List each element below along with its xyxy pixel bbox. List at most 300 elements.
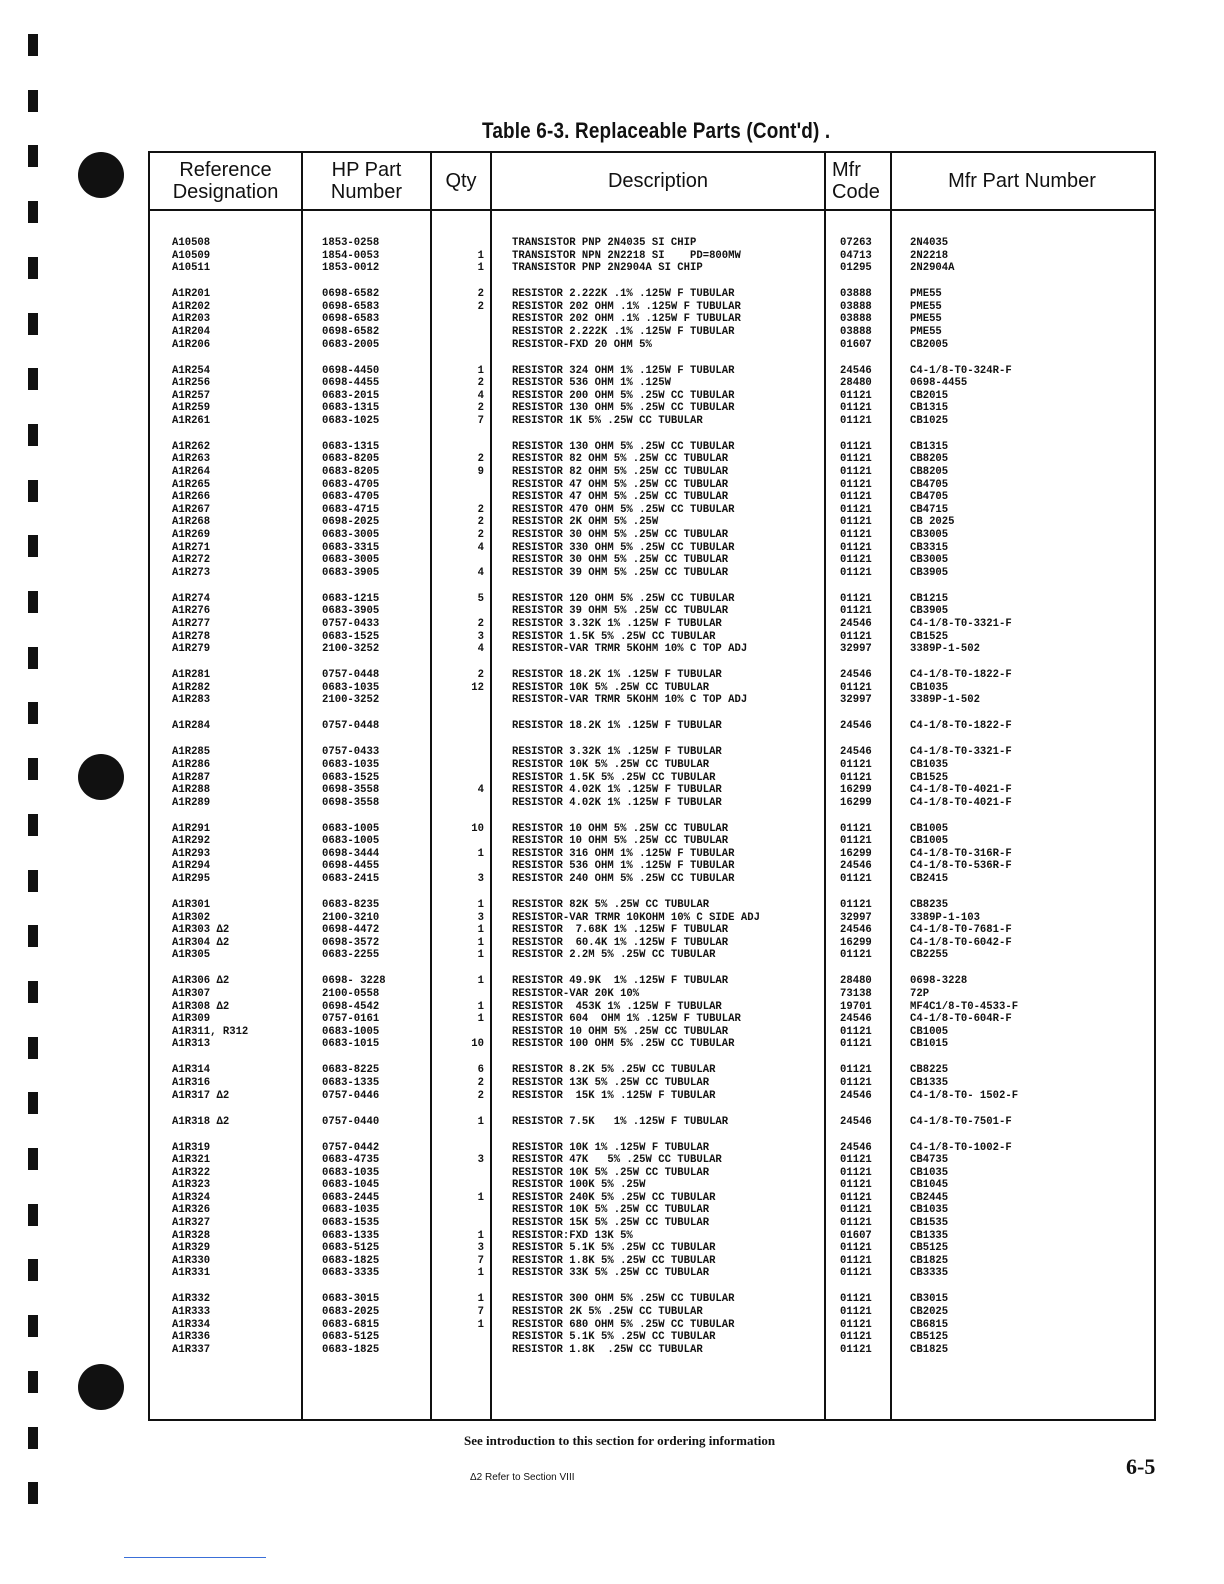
cell-hp-part: 0683-2415 <box>322 873 380 886</box>
cell-mfr-code: 01121 <box>840 605 872 618</box>
cell-mfr-code: 01121 <box>840 681 872 694</box>
table-row <box>150 1255 1154 1268</box>
cell-mfr-code: 01121 <box>840 899 872 912</box>
cell-mfr-code: 16299 <box>840 784 872 797</box>
table-row <box>150 1064 1154 1077</box>
row-group <box>150 823 1154 886</box>
cell-mfr-part: CB1005 <box>910 1025 949 1038</box>
parts-table <box>148 151 1156 1421</box>
cell-qty: 2 <box>477 1089 484 1102</box>
cell-mfr-code: 01121 <box>840 1267 872 1280</box>
cell-ref: A1R272 <box>172 554 211 567</box>
binder-mark <box>28 591 38 613</box>
cell-qty: 3 <box>477 911 484 924</box>
cell-mfr-part: CB 2025 <box>910 516 955 529</box>
cell-mfr-code: 01607 <box>840 338 872 351</box>
header-mfr-code: Mfr Code <box>832 159 880 203</box>
cell-mfr-code: 03888 <box>840 313 872 326</box>
cell-hp-part: 0683-3905 <box>322 566 380 579</box>
cell-hp-part: 0683-1335 <box>322 1076 380 1089</box>
cell-mfr-part: CB3015 <box>910 1293 949 1306</box>
cell-qty: 1 <box>477 1013 484 1026</box>
header-hp-part: HP Part Number <box>330 159 403 203</box>
cell-ref: A1R334 <box>172 1318 211 1331</box>
cell-ref: A1R324 <box>172 1191 211 1204</box>
cell-ref: A1R259 <box>172 402 211 415</box>
cell-description: RESISTOR 18.2K 1% .125W F TUBULAR <box>512 669 722 682</box>
cell-qty: 1 <box>477 1229 484 1242</box>
cell-ref: A1R332 <box>172 1293 211 1306</box>
cell-mfr-part: 3389P-1-103 <box>910 911 980 924</box>
cell-ref: A1R271 <box>172 541 211 554</box>
cell-hp-part: 0698-4542 <box>322 1000 380 1013</box>
cell-description: RESISTOR 300 OHM 5% .25W CC TUBULAR <box>512 1293 735 1306</box>
table-row <box>150 797 1154 810</box>
header-description: Description <box>607 170 709 192</box>
cell-mfr-code: 01121 <box>840 1076 872 1089</box>
cell-mfr-code: 01121 <box>840 503 872 516</box>
cell-description: RESISTOR 15K 1% .125W F TUBULAR <box>512 1089 716 1102</box>
cell-qty: 1 <box>477 1000 484 1013</box>
cell-qty: 2 <box>477 1076 484 1089</box>
table-row <box>150 313 1154 326</box>
cell-hp-part: 0698- 3228 <box>322 975 386 988</box>
binder-mark <box>28 1204 38 1226</box>
cell-description: RESISTOR 680 OHM 5% .25W CC TUBULAR <box>512 1318 735 1331</box>
cell-mfr-part: CB3905 <box>910 605 949 618</box>
cell-ref: A1R295 <box>172 873 211 886</box>
cell-mfr-part: 2N2218 <box>910 249 949 262</box>
row-group <box>150 1116 1154 1129</box>
cell-mfr-part: CB1015 <box>910 1038 949 1051</box>
cell-ref: A1R288 <box>172 784 211 797</box>
cell-qty: 3 <box>477 1242 484 1255</box>
table-row <box>150 899 1154 912</box>
cell-ref: A10508 <box>172 237 211 249</box>
cell-hp-part: 0683-1015 <box>322 1038 380 1051</box>
table-row <box>150 402 1154 415</box>
cell-description: RESISTOR 10 OHM 5% .25W CC TUBULAR <box>512 835 729 848</box>
cell-hp-part: 0683-1035 <box>322 758 380 771</box>
cell-ref: A1R279 <box>172 643 211 656</box>
punch-hole <box>78 152 124 198</box>
cell-mfr-code: 28480 <box>840 975 872 988</box>
row-group <box>150 1064 1154 1102</box>
table-row <box>150 504 1154 517</box>
table-row <box>150 643 1154 656</box>
table-row <box>150 301 1154 314</box>
cell-mfr-code: 01121 <box>840 1242 872 1255</box>
cell-mfr-part: CB1335 <box>910 1076 949 1089</box>
cell-hp-part: 2100-3252 <box>322 643 380 656</box>
cell-description: RESISTOR 4.02K 1% .125W F TUBULAR <box>512 784 722 797</box>
cell-ref: A1R291 <box>172 822 211 835</box>
cell-ref: A1R265 <box>172 478 211 491</box>
cell-mfr-part: CB1035 <box>910 681 949 694</box>
cell-mfr-code: 01121 <box>840 389 872 402</box>
cell-description: RESISTOR 10K 5% .25W CC TUBULAR <box>512 1204 710 1217</box>
cell-qty: 3 <box>477 873 484 886</box>
cell-ref: A10509 <box>172 249 211 262</box>
page-number: 6-5 <box>1126 1454 1156 1479</box>
cell-description: RESISTOR 2K 5% .25W CC TUBULAR <box>512 1306 703 1319</box>
cell-ref: A1R308 Δ2 <box>172 1000 230 1013</box>
cell-ref: A1R267 <box>172 503 211 516</box>
cell-description: RESISTOR 10K 5% .25W CC TUBULAR <box>512 758 710 771</box>
cell-qty: 1 <box>477 899 484 912</box>
cell-qty: 2 <box>477 503 484 516</box>
table-row <box>150 466 1154 479</box>
cell-mfr-part: CB1045 <box>910 1179 949 1192</box>
cell-description: RESISTOR 453K 1% .125W F TUBULAR <box>512 1000 722 1013</box>
cell-qty: 7 <box>477 1254 484 1267</box>
table-row <box>150 262 1154 275</box>
cell-mfr-code: 03888 <box>840 288 872 301</box>
cell-hp-part: 0698-4450 <box>322 364 380 377</box>
cell-qty: 1 <box>477 847 484 860</box>
cell-description: RESISTOR 39 OHM 5% .25W CC TUBULAR <box>512 605 729 618</box>
cell-qty: 1 <box>477 1191 484 1204</box>
cell-qty: 7 <box>477 414 484 427</box>
cell-qty: 2 <box>477 453 484 466</box>
cell-hp-part: 0683-4705 <box>322 491 380 504</box>
cell-ref: A1R322 <box>172 1166 211 1179</box>
cell-qty: 1 <box>477 1267 484 1280</box>
cell-description: RESISTOR 1.5K 5% .25W CC TUBULAR <box>512 630 716 643</box>
cell-ref: A1R282 <box>172 681 211 694</box>
header-reference: Reference Designation <box>172 159 279 203</box>
cell-description: RESISTOR 100 OHM 5% .25W CC TUBULAR <box>512 1038 735 1051</box>
cell-mfr-part: C4-1/8-T0-604R-F <box>910 1013 1012 1026</box>
binder-mark <box>28 1259 38 1281</box>
table-row <box>150 835 1154 848</box>
cell-mfr-code: 01121 <box>840 1204 872 1217</box>
cell-ref: A1R303 Δ2 <box>172 924 230 937</box>
cell-hp-part: 0698-6583 <box>322 300 380 313</box>
cell-ref: A1R318 Δ2 <box>172 1115 230 1128</box>
table-row <box>150 250 1154 263</box>
cell-mfr-code: 01607 <box>840 1229 872 1242</box>
cell-description: RESISTOR 10K 1% .125W F TUBULAR <box>512 1141 710 1154</box>
cell-description: RESISTOR 2.222K .1% .125W F TUBULAR <box>512 288 735 301</box>
cell-mfr-part: CB2415 <box>910 873 949 886</box>
cell-mfr-part: CB1005 <box>910 822 949 835</box>
binder-mark <box>28 535 38 557</box>
cell-qty: 4 <box>477 541 484 554</box>
binder-mark <box>28 1371 38 1393</box>
cell-mfr-code: 01121 <box>840 758 872 771</box>
cell-mfr-part: CB8205 <box>910 453 949 466</box>
table-row <box>150 746 1154 759</box>
header-mfr-part: Mfr Part Number <box>948 170 1096 192</box>
cell-mfr-part: C4-1/8-T0-1822-F <box>910 669 1012 682</box>
cell-qty: 4 <box>477 566 484 579</box>
table-row <box>150 823 1154 836</box>
cell-description: RESISTOR 5.1K 5% .25W CC TUBULAR <box>512 1242 716 1255</box>
cell-hp-part: 0683-1025 <box>322 414 380 427</box>
table-row <box>150 1116 1154 1129</box>
cell-mfr-code: 01121 <box>840 873 872 886</box>
cell-hp-part: 0757-0433 <box>322 746 380 759</box>
cell-ref: A1R331 <box>172 1267 211 1280</box>
cell-mfr-part: CB1315 <box>910 440 949 453</box>
cell-mfr-part: 2N2904A <box>910 262 955 275</box>
table-row <box>150 1142 1154 1155</box>
cell-mfr-code: 19701 <box>840 1000 872 1013</box>
cell-description: RESISTOR 240 OHM 5% .25W CC TUBULAR <box>512 873 735 886</box>
cell-qty: 1 <box>477 949 484 962</box>
cell-qty: 1 <box>477 262 484 275</box>
binder-mark <box>28 424 38 446</box>
cell-mfr-code: 16299 <box>840 847 872 860</box>
cell-mfr-part: CB5125 <box>910 1242 949 1255</box>
cell-mfr-part: CB4715 <box>910 503 949 516</box>
cell-mfr-code: 01121 <box>840 1179 872 1192</box>
cell-hp-part: 0683-1525 <box>322 771 380 784</box>
cell-qty: 2 <box>477 516 484 529</box>
cell-mfr-part: CB3905 <box>910 566 949 579</box>
table-row <box>150 784 1154 797</box>
cell-hp-part: 0683-2255 <box>322 949 380 962</box>
row-group <box>150 365 1154 428</box>
cell-hp-part: 0698-3558 <box>322 796 380 809</box>
cell-hp-part: 0683-3335 <box>322 1267 380 1280</box>
cell-mfr-part: CB1525 <box>910 771 949 784</box>
table-row <box>150 694 1154 707</box>
cell-description: RESISTOR 200 OHM 5% .25W CC TUBULAR <box>512 389 735 402</box>
cell-mfr-part: C4-1/8-T0-4021-F <box>910 784 1012 797</box>
cell-description: TRANSISTOR NPN 2N2218 SI PD=800MW <box>512 249 741 262</box>
cell-description: RESISTOR:FXD 13K 5% <box>512 1229 633 1242</box>
cell-ref: A1R330 <box>172 1254 211 1267</box>
cell-mfr-part: C4-1/8-T0-7681-F <box>910 924 1012 937</box>
cell-mfr-code: 24546 <box>840 924 872 937</box>
table-row <box>150 1192 1154 1205</box>
cell-mfr-code: 24546 <box>840 1089 872 1102</box>
cell-mfr-code: 01121 <box>840 1254 872 1267</box>
cell-description: RESISTOR 8.2K 5% .25W CC TUBULAR <box>512 1064 716 1077</box>
cell-ref: A1R268 <box>172 516 211 529</box>
binder-mark <box>28 647 38 669</box>
cell-qty: 2 <box>477 402 484 415</box>
cell-qty: 1 <box>477 975 484 988</box>
cell-mfr-code: 01121 <box>840 1064 872 1077</box>
table-row <box>150 339 1154 352</box>
cell-description: RESISTOR 1.5K 5% .25W CC TUBULAR <box>512 771 716 784</box>
cell-ref: A1R317 Δ2 <box>172 1089 230 1102</box>
cell-mfr-code: 01121 <box>840 1343 872 1356</box>
cell-description: RESISTOR 536 OHM 1% .125W F TUBULAR <box>512 860 735 873</box>
cell-mfr-code: 01121 <box>840 414 872 427</box>
table-row <box>150 390 1154 403</box>
cell-ref: A1R254 <box>172 364 211 377</box>
table-row <box>150 1344 1154 1357</box>
cell-ref: A1R269 <box>172 529 211 542</box>
cell-qty: 3 <box>477 630 484 643</box>
cell-mfr-code: 01295 <box>840 262 872 275</box>
cell-qty: 2 <box>477 300 484 313</box>
table-row <box>150 759 1154 772</box>
cell-hp-part: 0683-3905 <box>322 605 380 618</box>
cell-ref: A10511 <box>172 262 211 275</box>
table-row <box>150 720 1154 733</box>
cell-qty: 2 <box>477 288 484 301</box>
cell-ref: A1R274 <box>172 592 211 605</box>
table-row <box>150 1306 1154 1319</box>
cell-mfr-part: CB1335 <box>910 1229 949 1242</box>
cell-ref: A1R326 <box>172 1204 211 1217</box>
cell-mfr-part: CB6815 <box>910 1318 949 1331</box>
header-rule <box>150 209 1154 211</box>
cell-hp-part: 0683-1315 <box>322 440 380 453</box>
cell-mfr-part: CB4735 <box>910 1154 949 1167</box>
cell-mfr-code: 07263 <box>840 237 872 249</box>
cell-hp-part: 0683-2025 <box>322 1306 380 1319</box>
binder-mark <box>28 702 38 724</box>
cell-mfr-code: 04713 <box>840 249 872 262</box>
cell-description: RESISTOR 47 OHM 5% .25W CC TUBULAR <box>512 478 729 491</box>
cell-hp-part: 0698-6583 <box>322 313 380 326</box>
cell-mfr-part: CB1215 <box>910 592 949 605</box>
table-row <box>150 441 1154 454</box>
cell-mfr-part: C4-1/8-T0-324R-F <box>910 364 1012 377</box>
cell-ref: A1R329 <box>172 1242 211 1255</box>
cell-hp-part: 0683-1825 <box>322 1254 380 1267</box>
cell-ref: A1R304 Δ2 <box>172 936 230 949</box>
cell-mfr-code: 03888 <box>840 325 872 338</box>
cell-hp-part: 0683-8205 <box>322 466 380 479</box>
row-group <box>150 1293 1154 1356</box>
cell-mfr-part: CB2025 <box>910 1306 949 1319</box>
cell-description: TRANSISTOR PNP 2N4035 SI CHIP <box>512 237 697 249</box>
cell-qty: 10 <box>471 1038 484 1051</box>
cell-mfr-code: 24546 <box>840 720 872 733</box>
cell-ref: A1R264 <box>172 466 211 479</box>
cell-hp-part: 0698-4455 <box>322 377 380 390</box>
cell-mfr-part: CB1525 <box>910 630 949 643</box>
cell-description: RESISTOR-FXD 20 OHM 5% <box>512 338 652 351</box>
cell-ref: A1R305 <box>172 949 211 962</box>
cell-mfr-part: CB1825 <box>910 1343 949 1356</box>
table-row <box>150 1154 1154 1167</box>
cell-ref: A1R284 <box>172 720 211 733</box>
cell-ref: A1R292 <box>172 835 211 848</box>
cell-hp-part: 1853-0258 <box>322 237 380 249</box>
cell-hp-part: 0683-1525 <box>322 630 380 643</box>
cell-mfr-part: CB1035 <box>910 758 949 771</box>
cell-hp-part: 0683-4735 <box>322 1154 380 1167</box>
cell-hp-part: 0683-6815 <box>322 1318 380 1331</box>
cell-hp-part: 2100-3252 <box>322 694 380 707</box>
table-row <box>150 631 1154 644</box>
cell-hp-part: 0683-3005 <box>322 529 380 542</box>
cell-ref: A1R337 <box>172 1343 211 1356</box>
table-row <box>150 1001 1154 1014</box>
cell-ref: A1R294 <box>172 860 211 873</box>
cell-qty: 12 <box>471 681 484 694</box>
table-row <box>150 1319 1154 1332</box>
cell-description: RESISTOR 604 OHM 1% .125W F TUBULAR <box>512 1013 741 1026</box>
cell-mfr-code: 01121 <box>840 478 872 491</box>
table-row <box>150 1026 1154 1039</box>
table-row <box>150 542 1154 555</box>
binder-mark <box>28 257 38 279</box>
cell-qty: 1 <box>477 1115 484 1128</box>
cell-mfr-code: 01121 <box>840 529 872 542</box>
cell-description: RESISTOR 10K 5% .25W CC TUBULAR <box>512 1166 710 1179</box>
cell-mfr-part: CB8235 <box>910 899 949 912</box>
cell-mfr-code: 24546 <box>840 1141 872 1154</box>
cell-qty: 1 <box>477 249 484 262</box>
cell-ref: A1R202 <box>172 300 211 313</box>
binder-mark <box>28 145 38 167</box>
cell-hp-part: 0683-1215 <box>322 592 380 605</box>
cell-mfr-code: 01121 <box>840 592 872 605</box>
binder-mark <box>28 368 38 390</box>
cell-qty: 7 <box>477 1306 484 1319</box>
cell-qty: 2 <box>477 529 484 542</box>
cell-hp-part: 0683-1335 <box>322 1229 380 1242</box>
cell-description: RESISTOR 30 OHM 5% .25W CC TUBULAR <box>512 554 729 567</box>
cell-ref: A1R204 <box>172 325 211 338</box>
punch-hole <box>78 754 124 800</box>
cell-ref: A1R285 <box>172 746 211 759</box>
cell-description: RESISTOR 120 OHM 5% .25W CC TUBULAR <box>512 592 735 605</box>
cell-mfr-code: 01121 <box>840 1306 872 1319</box>
row-group <box>150 288 1154 351</box>
cell-mfr-code: 01121 <box>840 1025 872 1038</box>
cell-qty: 4 <box>477 643 484 656</box>
row-group <box>150 669 1154 707</box>
cell-description: RESISTOR 130 OHM 5% .25W CC TUBULAR <box>512 440 735 453</box>
cell-ref: A1R309 <box>172 1013 211 1026</box>
cell-description: RESISTOR 100K 5% .25W <box>512 1179 646 1192</box>
cell-hp-part: 2100-0558 <box>322 988 380 1000</box>
binder-mark <box>28 1148 38 1170</box>
cell-hp-part: 0698-3558 <box>322 784 380 797</box>
cell-mfr-part: CB2015 <box>910 389 949 402</box>
cell-hp-part: 0683-1825 <box>322 1343 380 1356</box>
cell-ref: A1R293 <box>172 847 211 860</box>
cell-hp-part: 0683-8205 <box>322 453 380 466</box>
cell-hp-part: 0683-2015 <box>322 389 380 402</box>
cell-mfr-part: CB1825 <box>910 1254 949 1267</box>
table-row <box>150 593 1154 606</box>
cell-description: RESISTOR 18.2K 1% .125W F TUBULAR <box>512 720 722 733</box>
table-row <box>150 554 1154 567</box>
cell-hp-part: 0683-1035 <box>322 1166 380 1179</box>
cell-mfr-part: C4-1/8-T0-536R-F <box>910 860 1012 873</box>
cell-mfr-part: C4-1/8-T0-3321-F <box>910 746 1012 759</box>
cell-qty: 6 <box>477 1064 484 1077</box>
cell-mfr-code: 01121 <box>840 630 872 643</box>
cell-hp-part: 0698-4472 <box>322 924 380 937</box>
cell-description: RESISTOR 30 OHM 5% .25W CC TUBULAR <box>512 529 729 542</box>
cell-description: RESISTOR 202 OHM .1% .125W F TUBULAR <box>512 313 741 326</box>
cell-description: RESISTOR 15K 5% .25W CC TUBULAR <box>512 1217 710 1230</box>
cell-hp-part: 0683-8225 <box>322 1064 380 1077</box>
cell-mfr-part: 3389P-1-502 <box>910 694 980 707</box>
cell-mfr-code: 28480 <box>840 377 872 390</box>
cell-ref: A1R289 <box>172 796 211 809</box>
table-row <box>150 605 1154 618</box>
cell-hp-part: 0683-1535 <box>322 1217 380 1230</box>
table-row <box>150 453 1154 466</box>
table-row <box>150 479 1154 492</box>
punch-hole <box>78 1364 124 1410</box>
table-row <box>150 529 1154 542</box>
cell-ref: A1R206 <box>172 338 211 351</box>
